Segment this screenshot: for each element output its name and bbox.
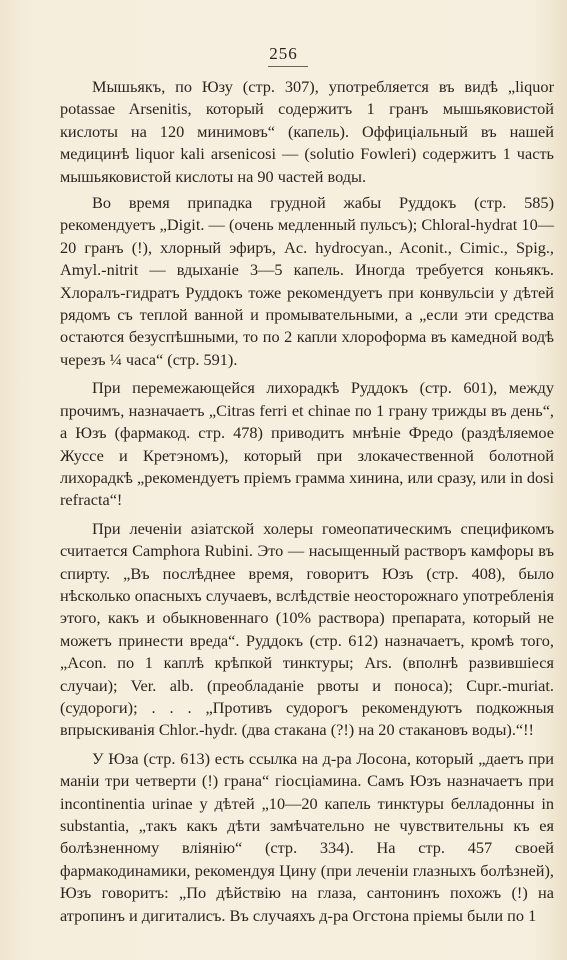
paragraph-cholera: При леченіи азіатской холеры гомеопатическимъ спецификомъ считается Camphora Rubini. Это — насыщенный растворъ камфоры въ спирту. „Въ послѣднее время, говоритъ Юзъ (стр. 408), было нѣсколько опасныхъ случаевъ, вслѣдствіе неосторожнаго употребленія этого, какъ и обыкновеннаго (10% раствора) препарата, который не можетъ принести вреда“. Руддокъ (стр. 612) назначаетъ, кромѣ того, „Acon. по 1 каплѣ крѣпкой тинктуры; Ars. (вполнѣ развившіеся случаи); Ver. alb. (преобладаніе рвоты и поноса); Cupr.-muriat. (судороги); . . . „Противъ судорогъ рекомендуютъ подкожныя впрыскиванія Chlor.-hydr. (два стакана (?!) на 20 стакановъ воды).“!! [60, 518, 554, 740]
paragraph-fever: При перемежающейся лихорадкѣ Руддокъ (стр. 601), между прочимъ, назначаетъ „Citras ferri et chinae по 1 грану трижды въ день“, а Юзъ (фармакод. стр. 478) приводитъ мнѣніе Фредо (раздѣляемое Жуссе и Кретэномъ), который при злокачественной болотной лихорадкѣ „рекомендуетъ пріемъ грамма хинина, или сразу, или in dosi refracta“! [60, 378, 554, 510]
page-number-rule [268, 66, 308, 67]
paragraph-angina: Во время припадка грудной жабы Руддокъ (стр. 585) рекомендуетъ „Digit. — (очень медленный пульсъ); Chloral-hydrat 10—20 гранъ (!), хлорный эфиръ, Ac. hydrocyan., Aconit., Cimic., Spig., Amyl.-nitrit — вдыханіе 3—5 капель. Иногда требуется коньякъ. Хлоралъ-гидратъ Руддокъ тоже рекомендуетъ при конвульсіи у дѣтей рядомъ съ теплой ванной и промывательными, а „если эти средства остаются безуспѣшными, то по 2 капли хлороформа въ камедной водѣ черезъ ¼ часа“ (стр. 591). [60, 193, 554, 369]
paragraph-mania: У Юза (стр. 613) есть ссылка на д-ра Лосона, который „даетъ при маніи три четверти (!) грана“ гіосціамина. Самъ Юзъ назначаетъ при incontinentia urinae у дѣтей „10—20 капель тинктуры белладонны in substantia, „такъ какъ дѣти замѣчательно не чувствительны къ ея болѣзненному вліянію“ (стр. 334). На стр. 457 своей фармакодинамики, рекомендуя Цину (при леченіи глазныхъ болѣзней), Юзъ говоритъ: „По дѣйствію на глаза, сантонинъ похожъ (!) на атропинъ и дигиталисъ. Въ случаяхъ д-ра Огстона пріемы были по 1 [60, 748, 554, 925]
page-number: 256 [269, 44, 298, 63]
body-text [60, 76, 554, 933]
paragraph-arsenic: Мышьякъ, по Юзу (стр. 307), употребляется въ видѣ „liquor potassae Arsenitis, который содержитъ 1 гранъ мышьяковистой кислоты на 120 минимовъ“ (капель). Оффиціальный въ нашей медицинѣ liquor kali arsenicosi — (solutio Fowleri) содержитъ 1 часть мышьяковистой кислоты на 90 частей воды. [60, 77, 554, 186]
